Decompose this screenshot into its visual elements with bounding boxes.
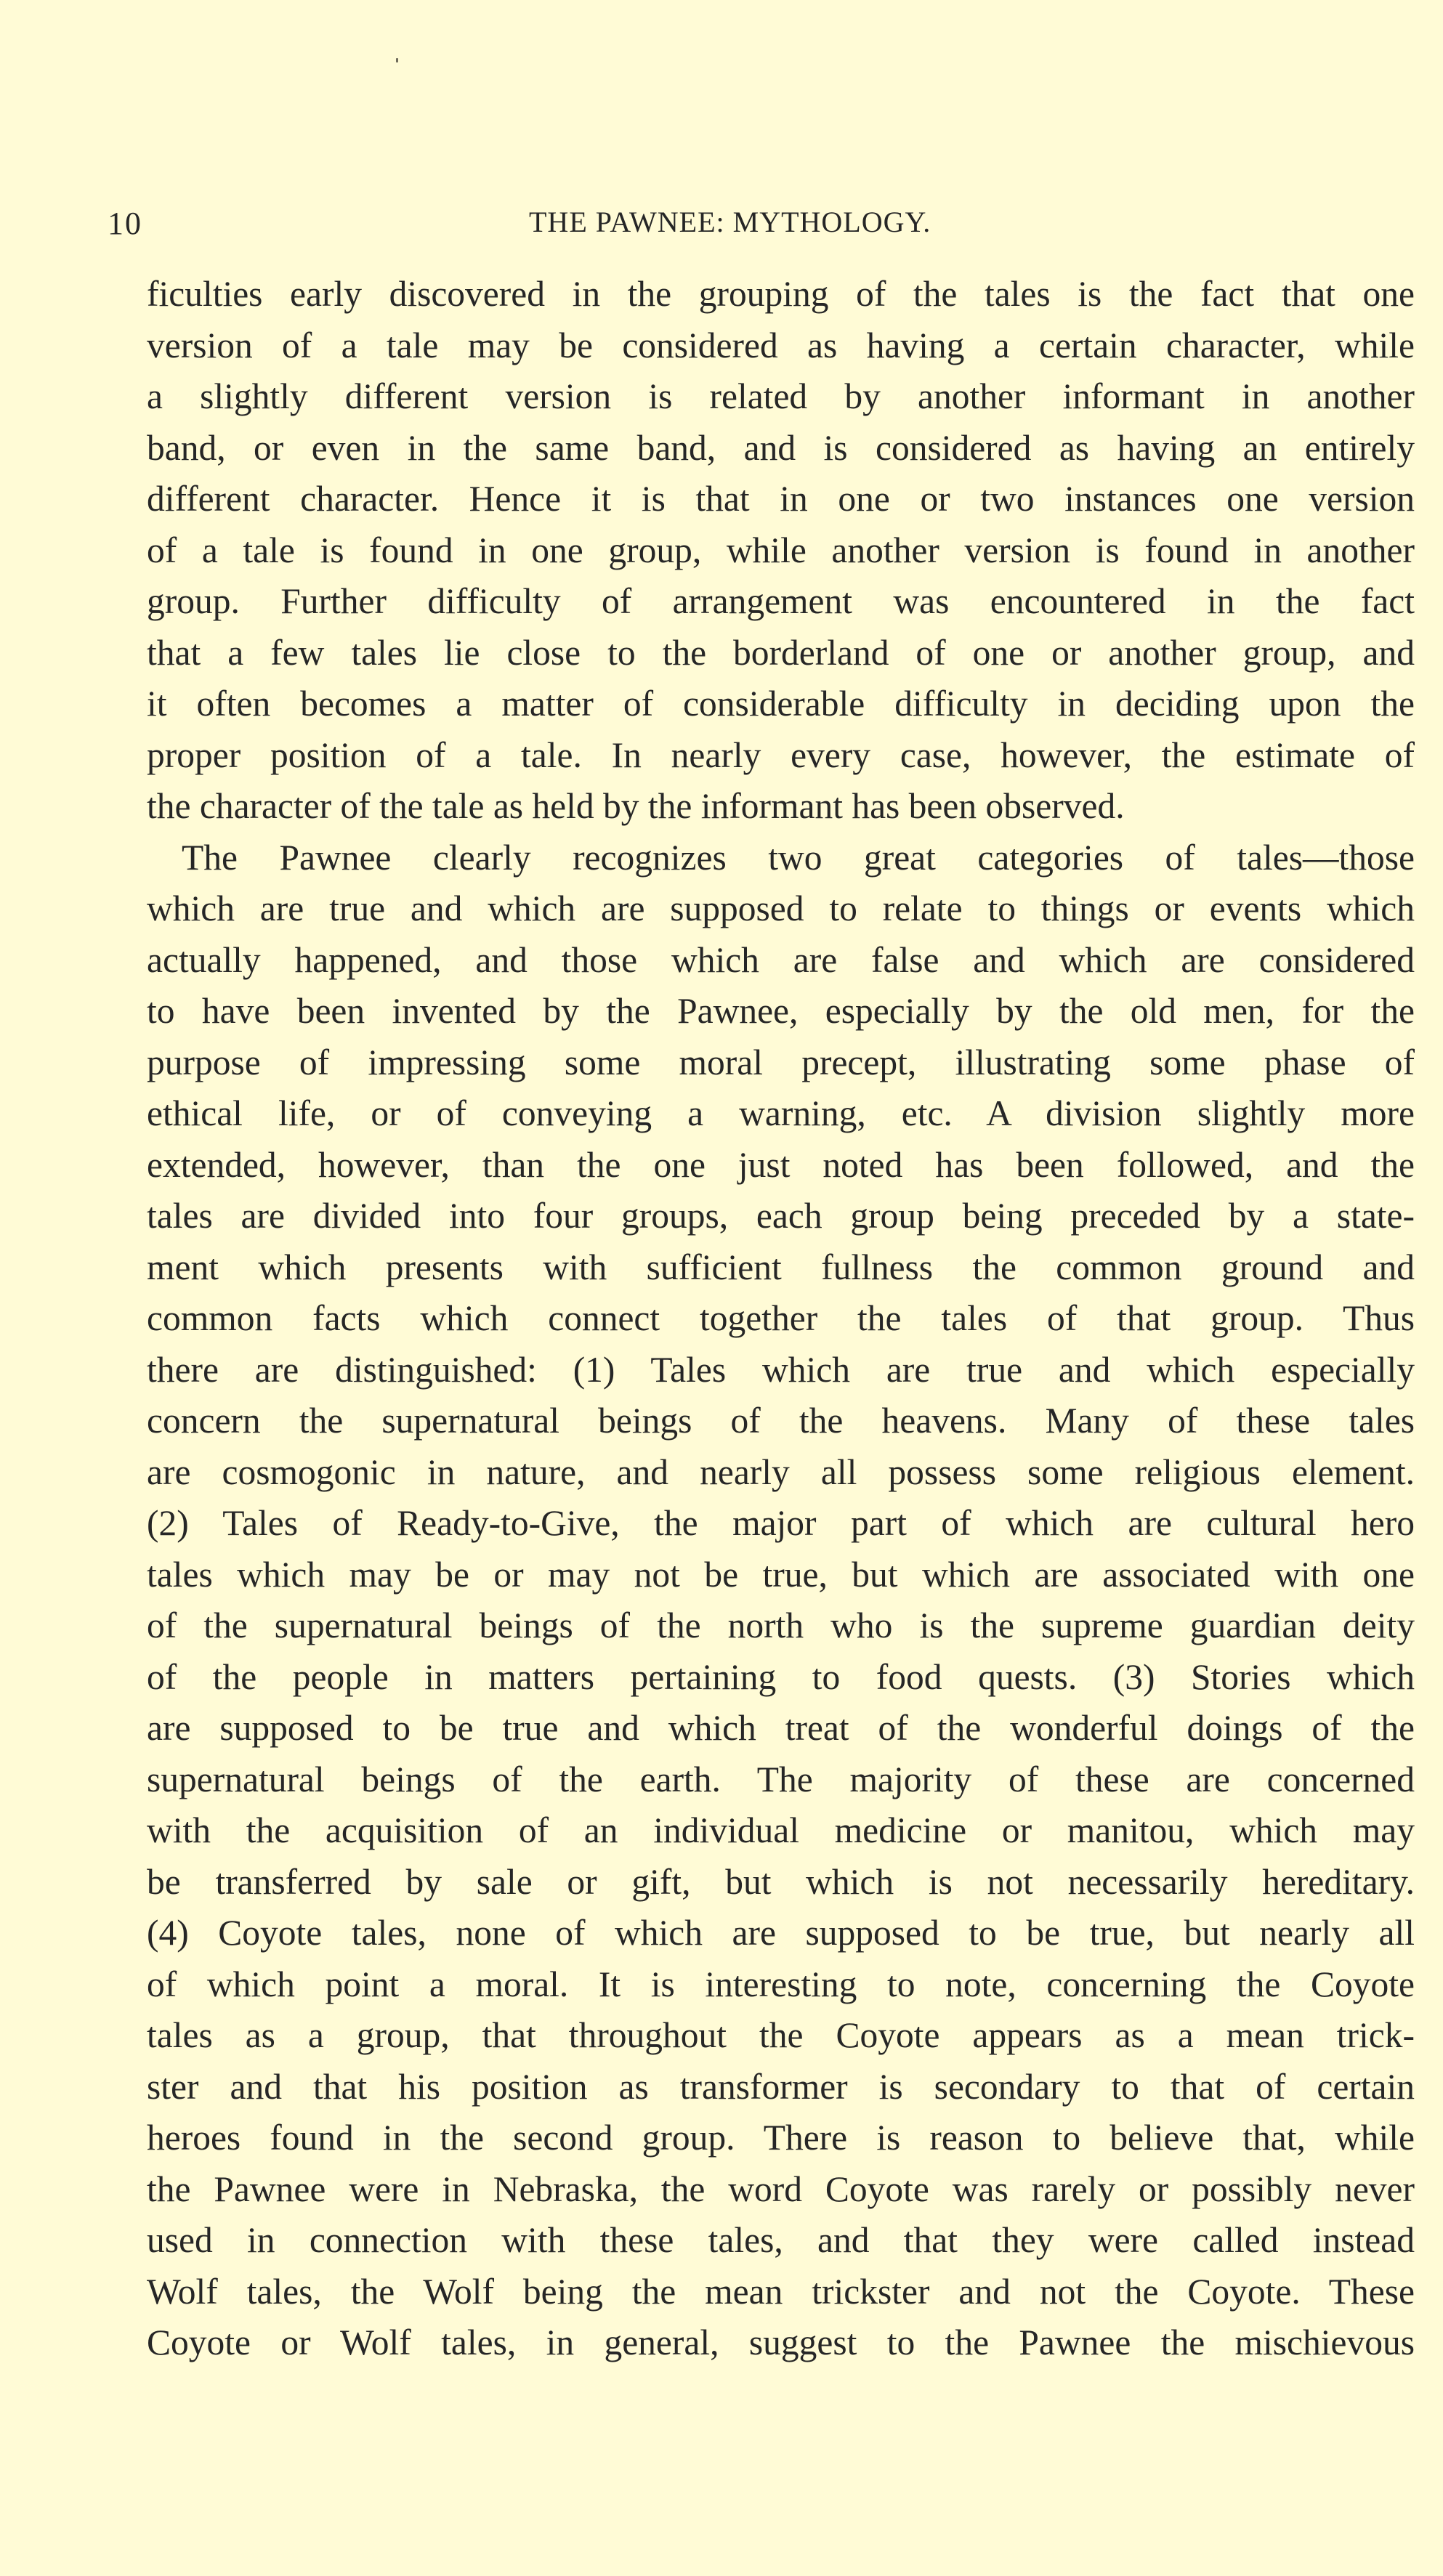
running-head <box>0 205 1443 241</box>
page-number: 10 <box>108 206 142 241</box>
text-line: it often becomes a matter of considerable difficulty in deciding upon the <box>147 684 1415 724</box>
text-line: ment which presents with sufficient fullness the common ground and <box>147 1247 1415 1287</box>
text-line: are supposed to be true and which treat of the wonderful doings of the <box>147 1708 1415 1748</box>
text-line: used in connection with these tales, and that they were called instead <box>147 2220 1415 2260</box>
text-line: of which point a moral. It is interesting to note, concerning the Coyote <box>147 1964 1415 2004</box>
text-line: common facts which connect together the tales of that group. Thus <box>147 1298 1415 1338</box>
text-line: tales which may be or may not be true, but which are associated with one <box>147 1554 1415 1595</box>
text-line: Wolf tales, the Wolf being the mean trickster and not the Coyote. These <box>147 2271 1415 2312</box>
text-line: purpose of impressing some moral precept, illustrating some phase of <box>147 1042 1415 1082</box>
text-line: with the acquisition of an individual medicine or manitou, which may <box>147 1810 1415 1850</box>
text-line: to have been invented by the Pawnee, especially by the old men, for the <box>147 991 1415 1031</box>
text-line: ster and that his position as transformer is secondary to that of certain <box>147 2066 1415 2107</box>
text-line: that a few tales lie close to the borderland of one or another group, and <box>147 632 1415 673</box>
text-line: of the people in matters pertaining to food quests. (3) Stories which <box>147 1656 1415 1697</box>
text-line: extended, however, than the one just noted has been followed, and the <box>147 1144 1415 1185</box>
text-line: group. Further difficulty of arrangement was encountered in the fact <box>147 581 1415 621</box>
text-line: proper position of a tale. In nearly every case, however, the estimate of <box>147 734 1415 775</box>
text-line: supernatural beings of the earth. The majority of these are concerned <box>147 1759 1415 1799</box>
text-line: be transferred by sale or gift, but which is not necessarily hereditary. <box>147 1861 1415 1902</box>
text-line: there are distinguished: (1) Tales which are true and which especially <box>147 1349 1415 1390</box>
text-line: the character of the tale as held by the informant has been observed. <box>147 786 1125 826</box>
text-line: ficulties early discovered in the grouping of the tales is the fact that one <box>147 274 1415 314</box>
running-title: THE PAWNEE: MYTHOLOGY. <box>529 206 931 238</box>
paragraph-2 <box>147 833 1415 2369</box>
text-line: concern the supernatural beings of the heavens. Many of these tales <box>147 1401 1415 1441</box>
text-line: the Pawnee were in Nebraska, the word Coyote was rarely or possibly never <box>147 2168 1415 2209</box>
text-line: ethical life, or of conveying a warning, etc. A division slightly more <box>147 1093 1415 1133</box>
text-line: tales as a group, that throughout the Coyote appears as a mean trick- <box>147 2015 1415 2055</box>
text-line: of the supernatural beings of the north who is the supreme guardian deity <box>147 1605 1415 1645</box>
text-line: heroes found in the second group. There is reason to believe that, while <box>147 2118 1415 2158</box>
text-line: of a tale is found in one group, while another version is found in another <box>147 530 1415 570</box>
text-line: (2) Tales of Ready-to-Give, the major part of which are cultural hero <box>147 1503 1415 1543</box>
scan-speck <box>396 58 398 62</box>
text-line: Coyote or Wolf tales, in general, suggest to the Pawnee the mischievous <box>147 2322 1415 2362</box>
text-line: tales are divided into four groups, each group being preceded by a state- <box>147 1196 1415 1236</box>
text-line: (4) Coyote tales, none of which are supposed to be true, but nearly all <box>147 1913 1415 1953</box>
text-line: which are true and which are supposed to relate to things or events which <box>147 888 1415 928</box>
body-text <box>147 269 1415 2369</box>
text-line: actually happened, and those which are false and which are considered <box>147 939 1415 980</box>
text-line: a slightly different version is related by another informant in another <box>147 376 1415 416</box>
text-line: are cosmogonic in nature, and nearly all possess some religious element. <box>147 1451 1415 1492</box>
paragraph-1 <box>147 269 1415 833</box>
text-line: version of a tale may be considered as having a certain character, while <box>147 325 1415 365</box>
text-line: band, or even in the same band, and is considered as having an entirely <box>147 427 1415 468</box>
text-line: different character. Hence it is that in one or two instances one version <box>147 479 1415 519</box>
text-line: The Pawnee clearly recognizes two great categories of tales—those <box>182 837 1415 878</box>
